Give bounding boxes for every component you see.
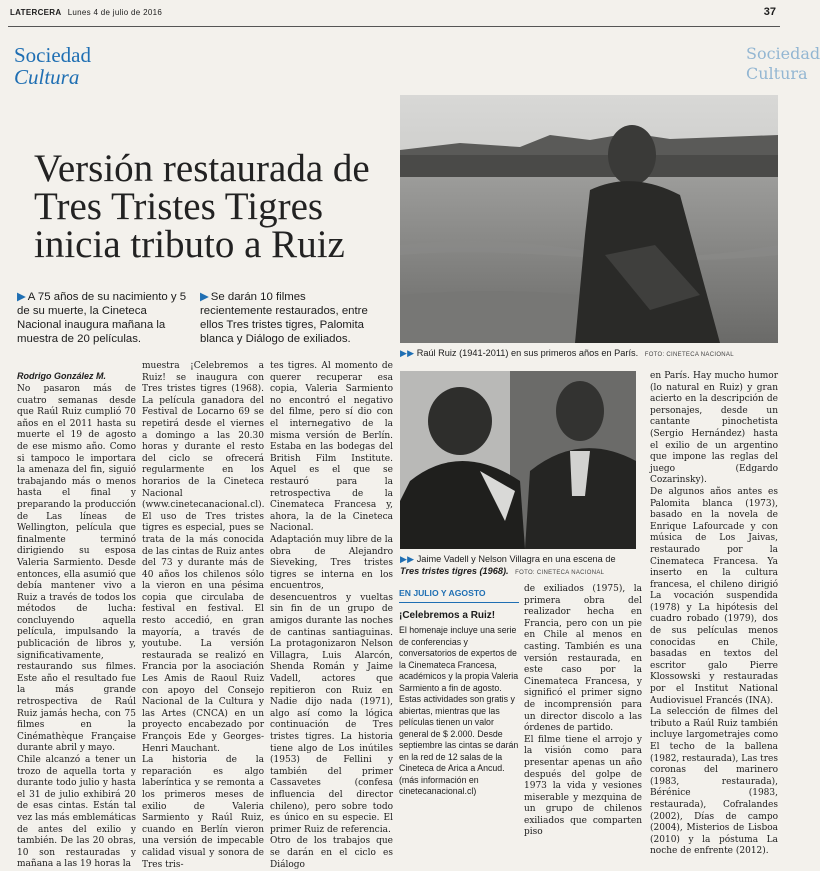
photo2-caption-text-a: Jaime Vadell y Nelson Villagra en una escena de xyxy=(416,554,616,564)
deck-right-text: Se darán 10 filmes recientemente restaurados, entre ellos Tres tristes tigres, Palomita blanca y Diálogo de exiliados. xyxy=(200,291,368,345)
page-number: 37 xyxy=(763,6,776,18)
newspaper-name: LATERCERA xyxy=(10,8,62,17)
body-column-4: de exiliados (1975), la primera obra del realizador hecha en Francia, pero con un pie en Chile al menos en casting. También es una versión restaurada, en este caso por la Cinemateca Francesa, y significó el primer signo de incomprensión para un director discolo a las órdenes de partido. El filme tiene el arrojo y la visión como para presentar apenas un año después del golpe de 1973 la vida y vesiones miserable y mezquina de un grupo de chilenos exiliados que comparten piso xyxy=(524,584,642,838)
photo-film-scene-image xyxy=(400,371,636,549)
headline: Versión restaurada de Tres Tristes Tigres inicia tributo a Ruiz xyxy=(34,147,370,266)
triangle-icon: ▶ xyxy=(17,291,26,303)
photo1-caption xyxy=(400,347,778,361)
deck-left xyxy=(17,290,189,346)
sidebar-rule xyxy=(399,602,519,603)
photo-raul-ruiz-image xyxy=(400,95,778,343)
photo2-credit: FOTO: CINETECA NACIONAL xyxy=(515,570,605,576)
triangle-icon: ▶ xyxy=(200,291,209,303)
section-subtitle: Cultura xyxy=(14,65,80,89)
body-column-3: tes tigres. Al momento de querer recuperar esa copia, Valeria Sarmiento no encontró el negativo del filme, pero sí dio con el internegativo de la misma versión de Berlín. Estaba en las bodegas del British Film Institute. Aquel es el que se restauró para la retrospectiva de la Cinemateca Francesa y, ahora, la de la Cineteca Nacional. Adaptación muy libre de la obra de Alejandro Sieveking, Tres tristes tigres se interna en los encuentros, desencuentros y vueltas sin fin de un grupo de amigos durante las noches de cantinas santiaguinas. La protagonizaron Nelson Villagra, Luis Alarcón, Shenda Román y Jaime Vadell, actores que repitieron con Ruiz en Nadie dijo nada (1971), algo así como la lógica continuación de Tres tristes tigres. La historia tiene algo de Los inútiles (1953) de Fellini y también del primer Cassavetes (confesa influencia del director chileno), pero sobre todo es único en su especie. El primer Ruiz de referencia. Otro de los trabajos que se darán en el ciclo es Diálogo xyxy=(270,361,393,870)
sidebar-title: ¡Celebremos a Ruiz! xyxy=(399,610,496,621)
top-rule xyxy=(8,26,780,27)
deck-right xyxy=(200,290,380,346)
photo-film-scene xyxy=(400,371,636,549)
photo2-caption-text-b: Tres tristes tigres (1968). xyxy=(400,566,509,576)
sidebar-text: El homenaje incluye una serie de conferencias y conversatorios de expertos de la Cinemateca Francesa, académicos y la propia Valeria Sarmiento a fin de agosto. Estas actividades son gratis y abiertas, mientras que las películas tienen un valor general de $ 2.000. Desde septiembre las cintas se darán en la red de 12 salas de la Cineteca de Arica a Ancud. (más información en cinetecanacional.cl) xyxy=(399,625,519,796)
caption-triangle-icon: ▶▶ xyxy=(400,554,415,564)
byline: Rodrigo González M. xyxy=(17,371,106,381)
body-column-5: en París. Hay mucho humor (lo natural en Ruiz) y gran acierto en la descripción de personajes, desde un cantante pinochetista (Sergio Hernández) hasta el exilio de un argentino que impone las reglas del juego (Edgardo Cozarinsky). De algunos años antes es Palomita blanca (1973), basado en la novela de Enrique Lafourcade y con música de Los Jaivas, restaurado por la Cinemateca Francesa. Ya inserto en la cultura francesa, el chileno dirigió La vocación suspendida (1978) y La hipótesis del cuadro robado (1979), dos de sus películas menos conocidas en Chile, basadas en textos del escritor galo Pierre Klossowski y restauradas por el Institut National Audiovisuel Francés (INA). La selección de filmes del tributo a Raúl Ruiz también incluye largometrajes como El techo de la ballena (1982, restaurada), Las tres coronas del marinero (1983, restaurada), Bérénice (1983, restaurada), Cofralandes (2002), Días de campo (2004), Misterios de Lisboa (2010) y la póstuma La noche de enfrente (2012). xyxy=(650,371,778,857)
body-column-1: No pasaron más de cuatro semanas desde que Raúl Ruiz cumplió 70 años en el 2011 hasta su muerte el 19 de agosto de ese mismo año. Como si tampoco le importara la amenaza del fin, siguió trabajando más o menos hasta el final y preparando la producción de Las líneas de Wellington, película que finalmente terminó dirigiendo su esposa Valeria Sarmiento. Desde entonces, ella asumió que debía mantener vivo a Ruiz a través de todos los métodos de lucha: concluyendo aquella película, impulsando la publicación de libros y, significativamente, restaurando sus filmes. Este año el resultado fue la más grande retrospectiva de Raúl Ruiz jamás hecha, con 75 filmes en la Cinémathèque Française durante abril y mayo. Chile alcanzó a tener un trozo de aquella torta y durante todo julio y hasta el 31 de julio exhibirá 20 de esas cintas. Están tal vez las más emblemáticas de antes del exilio y también. De las 20 obras, 10 son restauradas y mañana a las 19 horas la xyxy=(17,384,136,870)
photo-raul-ruiz xyxy=(400,95,778,343)
section-title: Sociedad xyxy=(14,43,91,67)
ghost-section: Sociedad xyxy=(746,44,820,63)
publication-date: Lunes 4 de julio de 2016 xyxy=(67,8,163,17)
deck-left-text: A 75 años de su nacimiento y 5 de su muerte, la Cineteca Nacional inaugura mañana la muestra de 20 películas. xyxy=(17,291,187,345)
body-column-2: muestra ¡Celebremos a Ruiz! se inaugura con Tres tristes tigres (1968). La película ganadora del Festival de Locarno 69 se repetirá desde el viernes a domingo a las 20.30 horas y durante el resto del ciclo se ofrecerá regularmente en los horarios de la Cineteca Nacional (www.cinetecanacional.cl). El uso de Tres tristes tigres es especial, pues se trata de la más conocida de las cintas de Ruiz antes del 73 y durante más de 40 años los chilenos sólo la vieron en una pésima copia que circulaba de festival en festival. El resto accedió, en gran mayoría, a través de youtube. La versión restaurada se realizó en Francia por la asociación Les Amis de Raoul Ruiz con apoyo del Consejo Nacional de la Cultura y las Artes (CNCA) en un proyecto encabezado por François Ede y Georges-Henri Mauchant. La historia de la reparación es algo laberíntica y se remonta a los primeros meses de exilio de Valeria Sarmiento y Raúl Ruiz, cuando en Berlín vieron una versión de impecable calidad visual y sonora de Tres tris- xyxy=(142,361,265,870)
masthead xyxy=(10,8,162,17)
caption-triangle-icon: ▶▶ xyxy=(400,348,415,358)
sidebar-kicker: EN JULIO Y AGOSTO xyxy=(399,588,486,598)
photo1-credit: FOTO: CINETECA NACIONAL xyxy=(644,352,734,358)
ghost-subsection: Cultura xyxy=(746,64,808,83)
photo1-caption-text: Raúl Ruiz (1941-2011) en sus primeros años en París. xyxy=(416,348,639,358)
